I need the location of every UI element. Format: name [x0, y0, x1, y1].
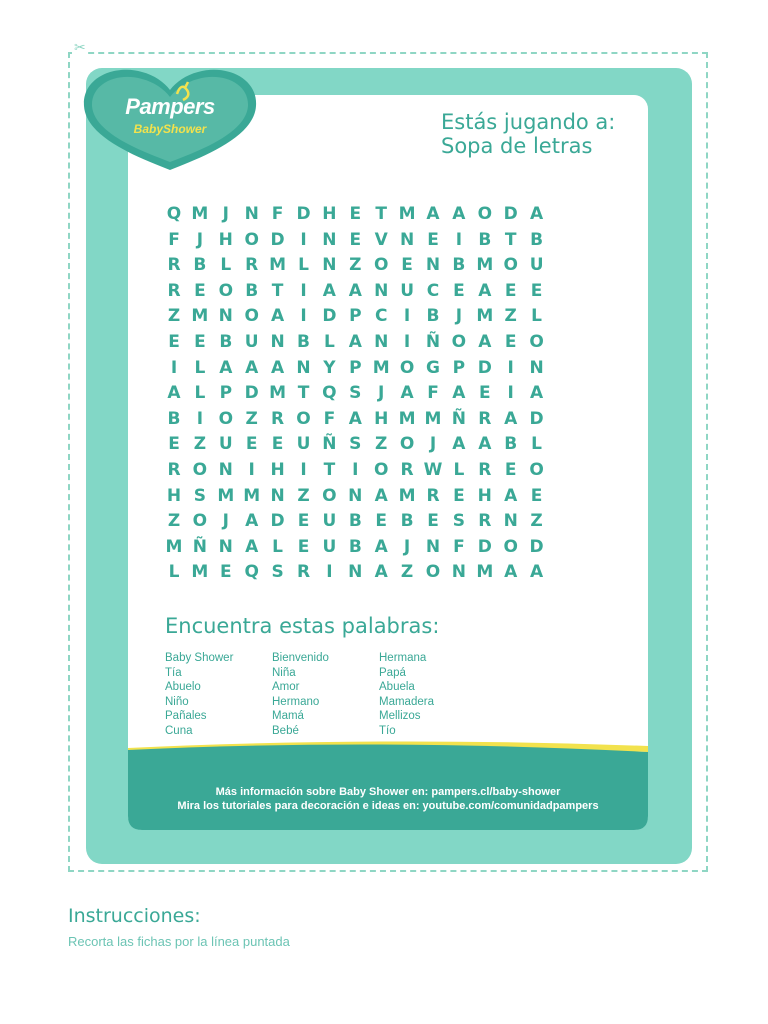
grid-letter: O [218, 280, 234, 301]
grid-letter: Q [244, 562, 259, 583]
grid-letter: I [507, 383, 514, 404]
grid-letter: E [453, 485, 465, 506]
grid-letter: N [244, 204, 259, 224]
grid-letter: I [403, 332, 411, 352]
grid-letter: O [503, 255, 518, 276]
header-line-1: Estás jugando a: [441, 110, 616, 134]
grid-letter: U [244, 332, 259, 352]
grid-letter: R [271, 408, 285, 429]
grid-letter: A [271, 357, 285, 378]
grid-letter: A [245, 357, 259, 378]
grid-letter: L [531, 306, 543, 327]
grid-letter: A [452, 434, 466, 455]
grid-letter: B [348, 536, 362, 557]
grid-letter: R [478, 408, 492, 429]
grid-letter: F [453, 536, 465, 557]
word-item: Pañales [165, 710, 207, 722]
grid-letter: Z [375, 434, 388, 455]
grid-letter: H [374, 408, 389, 429]
grid-letter: L [298, 255, 309, 276]
grid-letter: N [374, 280, 389, 301]
grid-letter: E [349, 204, 362, 224]
grid-letter: E [297, 536, 310, 557]
grid-letter: E [375, 511, 387, 532]
grid-letter: M [476, 562, 494, 583]
grid-letter: U [296, 434, 311, 455]
grid-letter: R [245, 255, 259, 276]
grid-letter: P [452, 357, 466, 378]
grid-letter: T [271, 280, 284, 301]
grid-letter: E [219, 562, 232, 583]
grid-letter: J [222, 204, 229, 224]
grid-letter: M [424, 408, 442, 429]
grid-letter: R [478, 460, 492, 480]
grid-letter: S [193, 485, 207, 506]
grid-letter: O [529, 332, 544, 352]
grid-letter: A [374, 536, 388, 557]
word-item: Niño [165, 695, 189, 708]
grid-letter: D [477, 357, 492, 378]
grid-letter: A [167, 383, 181, 404]
word-item: Cuna [165, 724, 193, 737]
grid-letter: M [476, 306, 494, 327]
word-column-3 [379, 651, 434, 738]
grid-letter: O [373, 460, 389, 480]
grid-letter: N [322, 229, 337, 250]
grid-letter: E [504, 332, 517, 352]
grid-letter: I [455, 229, 463, 250]
grid-letter: S [271, 562, 284, 583]
grid-letter: J [196, 229, 204, 250]
grid-letter: F [427, 383, 439, 404]
grid-letter: I [352, 460, 359, 480]
grid-letter: B [400, 511, 414, 532]
grid-letter: R [426, 485, 440, 506]
grid-letter: Ñ [425, 332, 441, 352]
word-item: Bienvenido [272, 652, 329, 664]
grid-letter: S [349, 434, 362, 455]
grid-letter: E [427, 229, 439, 250]
grid-letter: H [218, 229, 233, 250]
grid-letter: U [218, 434, 233, 455]
grid-letter: M [165, 536, 183, 557]
grid-letter: E [453, 280, 465, 301]
grid-letter: A [478, 280, 492, 301]
grid-letter: Z [349, 255, 362, 276]
grid-letter: N [296, 357, 311, 378]
grid-letter: N [425, 255, 441, 276]
grid-letter: O [192, 511, 208, 532]
grid-letter: M [372, 357, 390, 378]
grid-letter: N [218, 460, 233, 480]
grid-letter: B [245, 280, 259, 301]
grid-letter: D [503, 204, 518, 224]
grid-letter: Y [323, 357, 336, 378]
grid-letter: B [219, 332, 233, 352]
grid-letter: Z [245, 408, 258, 429]
logo-sub-text: BabyShower [133, 122, 207, 136]
grid-letter: M [476, 255, 494, 276]
grid-letter: E [349, 229, 362, 250]
grid-letter: I [326, 562, 333, 583]
grid-letter: T [323, 460, 336, 480]
grid-letter: J [222, 511, 229, 532]
grid-letter: R [167, 280, 181, 301]
grid-letter: A [530, 562, 544, 583]
grid-letter: M [191, 306, 209, 327]
grid-letter: B [167, 408, 181, 429]
grid-letter: U [322, 536, 337, 557]
grid-letter: J [403, 536, 411, 557]
grid-letter: G [426, 357, 440, 378]
grid-letter: E [194, 332, 206, 352]
grid-letter: O [244, 229, 259, 250]
grid-letter: N [322, 255, 337, 276]
grid-letter: H [322, 204, 337, 224]
grid-letter: J [378, 383, 385, 404]
grid-letter: A [504, 485, 518, 506]
grid-letter: I [170, 357, 178, 378]
grid-letter: C [374, 306, 388, 327]
grid-letter: A [271, 306, 285, 327]
grid-letter: M [269, 383, 287, 404]
grid-letter: O [296, 408, 311, 429]
grid-letter: Z [297, 485, 310, 506]
grid-letter: A [452, 204, 466, 224]
grid-letter: A [245, 511, 259, 532]
grid-letter: O [192, 460, 208, 480]
grid-letter: E [271, 434, 284, 455]
grid-letter: O [425, 562, 441, 583]
word-item: Abuelo [165, 681, 201, 693]
grid-letter: A [530, 383, 544, 404]
grid-letter: A [348, 408, 362, 429]
grid-letter: N [218, 306, 233, 327]
grid-letter: H [477, 485, 492, 506]
grid-letter: O [322, 485, 337, 506]
word-column-2 [272, 651, 329, 738]
grid-letter: O [529, 460, 544, 480]
grid-letter: E [530, 280, 543, 301]
grid-letter: M [191, 562, 209, 583]
grid-letter: M [398, 204, 416, 224]
grid-letter: Ñ [451, 408, 466, 429]
grid-letter: E [504, 280, 517, 301]
grid-letter: S [452, 511, 466, 532]
grid-letter: Z [167, 306, 181, 327]
grid-letter: D [244, 383, 259, 404]
grid-letter: L [272, 536, 284, 557]
grid-letter: N [425, 536, 441, 557]
grid-letter: L [168, 562, 180, 583]
grid-letter: T [504, 229, 517, 250]
grid-letter: P [349, 357, 362, 378]
grid-letter: L [220, 255, 232, 276]
grid-letter: U [322, 511, 337, 532]
footer-tutorials-line: Mira los tutoriales para decoración e ideas en: youtube.com/comunidadpampers [177, 800, 599, 812]
grid-letter: B [504, 434, 518, 455]
grid-letter: Z [504, 306, 517, 327]
grid-letter: D [270, 511, 285, 532]
grid-letter: D [322, 306, 337, 327]
grid-letter: E [504, 460, 517, 480]
grid-letter: U [529, 255, 544, 276]
grid-letter: E [194, 280, 206, 301]
grid-letter: B [193, 255, 207, 276]
grid-letter: A [452, 383, 466, 404]
word-item: Baby Shower [165, 652, 234, 664]
grid-letter: Z [530, 511, 543, 532]
grid-letter: R [167, 460, 181, 480]
grid-letter: W [423, 460, 443, 480]
grid-letter: R [296, 562, 311, 583]
grid-letter: T [375, 204, 387, 224]
grid-letter: A [504, 562, 518, 583]
grid-letter: N [270, 485, 285, 506]
grid-letter: B [348, 511, 362, 532]
grid-letter: M [398, 408, 416, 429]
grid-letter: Z [167, 511, 181, 532]
grid-letter: A [530, 204, 544, 224]
grid-letter: E [530, 485, 543, 506]
word-item: Mamadera [379, 695, 434, 708]
word-item: Tío [379, 724, 396, 737]
grid-letter: B [426, 306, 440, 327]
grid-letter: A [426, 204, 440, 224]
words-title: Encuentra estas palabras: [165, 614, 440, 638]
grid-letter: L [194, 383, 206, 404]
instructions-text: Recorta las fichas por la línea puntada [68, 934, 290, 949]
grid-letter: P [349, 306, 362, 327]
grid-letter: D [270, 229, 285, 250]
grid-letter: F [271, 204, 284, 224]
instructions-title: Instrucciones: [68, 905, 201, 927]
grid-letter: H [166, 485, 182, 506]
grid-letter: C [426, 280, 440, 301]
grid-letter: N [529, 357, 544, 378]
grid-letter: N [348, 485, 363, 506]
grid-letter: R [478, 511, 492, 532]
word-item: Bebé [272, 724, 299, 737]
grid-letter: N [374, 332, 389, 352]
grid-letter: L [194, 357, 206, 378]
grid-letter: A [374, 485, 388, 506]
grid-letter: Ñ [322, 434, 337, 455]
grid-letter: E [168, 332, 180, 352]
grid-letter: Z [400, 562, 414, 583]
grid-letter: Q [166, 204, 182, 224]
pampers-logo [80, 58, 260, 176]
grid-letter: O [451, 332, 467, 352]
grid-letter: E [168, 434, 180, 455]
word-item: Hermana [379, 652, 427, 664]
grid-letter: A [348, 332, 362, 352]
grid-letter: A [400, 383, 414, 404]
grid-letter: O [373, 255, 389, 276]
grid-letter: T [297, 383, 310, 404]
grid-letter: Z [193, 434, 207, 455]
grid-letter: O [244, 306, 259, 327]
grid-letter: O [477, 204, 493, 224]
grid-letter: R [167, 255, 181, 276]
grid-letter: I [248, 460, 255, 480]
grid-letter: M [243, 485, 261, 506]
grid-letter: N [399, 229, 415, 250]
grid-letter: M [217, 485, 235, 506]
grid-letter: B [478, 229, 492, 250]
grid-letter: B [530, 229, 544, 250]
grid-letter: O [218, 408, 234, 429]
grid-letter: E [478, 383, 491, 404]
grid-letter: N [218, 536, 233, 557]
footer-info-line: Más información sobre Baby Shower en: pampers.cl/baby-shower [215, 786, 561, 798]
grid-letter: R [400, 460, 414, 480]
grid-letter: L [453, 460, 465, 480]
grid-letter: D [529, 536, 544, 557]
grid-letter: A [245, 536, 259, 557]
grid-letter: H [270, 460, 285, 480]
grid-letter: B [297, 332, 310, 352]
grid-letter: E [401, 255, 413, 276]
grid-letter: A [374, 562, 388, 583]
scissors-icon: ✂ [74, 40, 86, 56]
grid-letter: N [348, 562, 363, 583]
grid-letter: J [455, 306, 463, 327]
grid-letter: M [191, 204, 209, 224]
word-column-1 [165, 651, 233, 738]
grid-letter: E [427, 511, 439, 532]
grid-letter: A [478, 434, 492, 455]
grid-letter: S [349, 383, 362, 404]
grid-letter: V [374, 229, 388, 250]
grid-letter: A [478, 332, 492, 352]
grid-letter: N [503, 511, 518, 532]
grid-letter: E [297, 511, 310, 532]
grid-letter: F [323, 408, 336, 429]
grid-letter: J [429, 434, 437, 455]
grid-letter: A [322, 280, 336, 301]
grid-letter: M [269, 255, 287, 276]
grid-letter: Ñ [192, 536, 207, 557]
grid-letter: I [300, 229, 307, 250]
grid-letter: Q [322, 383, 337, 404]
grid-letter: B [452, 255, 466, 276]
grid-letter: U [400, 280, 414, 301]
word-item: Niña [272, 666, 296, 679]
grid-letter: O [503, 536, 518, 557]
grid-letter: L [323, 332, 335, 352]
info-footer [128, 730, 648, 830]
word-item: Amor [272, 681, 300, 693]
grid-letter: P [219, 383, 233, 404]
grid-letter: F [168, 229, 180, 250]
grid-letter: N [270, 332, 285, 352]
grid-letter: I [507, 357, 514, 378]
grid-letter: A [504, 408, 518, 429]
logo-brand-text: Pampers [125, 94, 215, 119]
word-item: Papá [379, 666, 406, 679]
word-item: Hermano [272, 695, 320, 708]
grid-letter: I [300, 306, 307, 327]
grid-letter: I [403, 306, 411, 327]
grid-letter: L [531, 434, 543, 455]
word-item: Mamá [272, 710, 304, 722]
grid-letter: I [300, 280, 307, 301]
grid-letter: O [399, 357, 415, 378]
word-item: Mellizos [379, 710, 421, 722]
header-line-2: Sopa de letras [441, 134, 593, 158]
grid-letter: O [399, 434, 415, 455]
grid-letter: M [398, 485, 416, 506]
grid-letter: D [477, 536, 492, 557]
grid-letter: A [219, 357, 233, 378]
grid-letter: D [296, 204, 311, 224]
grid-letter: I [196, 408, 204, 429]
grid-letter: D [529, 408, 544, 429]
word-item: Abuela [379, 681, 415, 693]
grid-letter: A [348, 280, 362, 301]
word-item: Tía [165, 666, 182, 679]
grid-letter: N [451, 562, 466, 583]
grid-letter: I [300, 460, 307, 480]
grid-letter: E [245, 434, 258, 455]
